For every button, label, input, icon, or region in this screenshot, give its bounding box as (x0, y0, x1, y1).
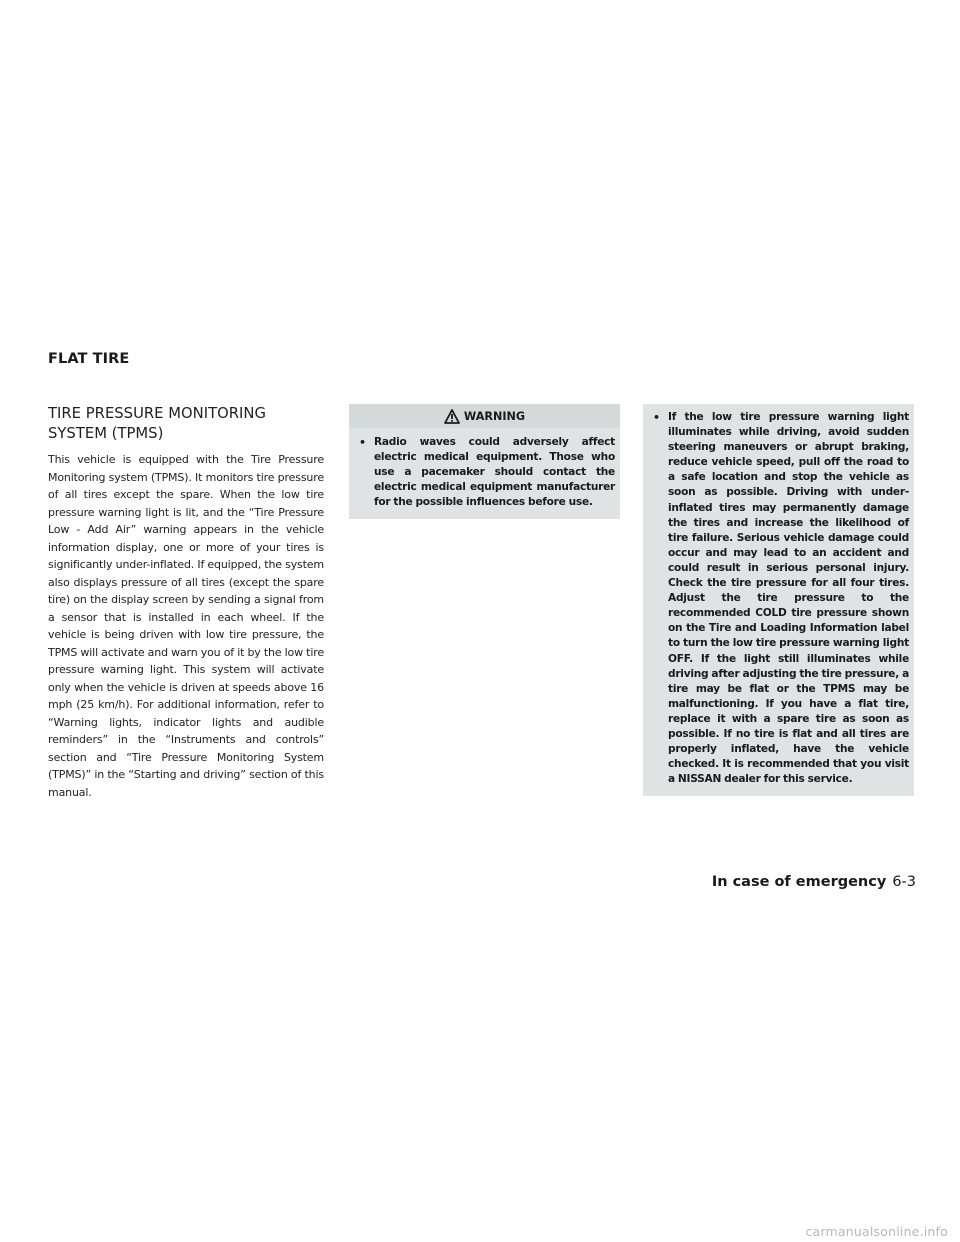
warning-triangle-icon (444, 409, 460, 424)
footer-section-name: In case of emergency (711, 874, 887, 890)
warning-item (648, 410, 909, 787)
bullet: • (359, 436, 367, 449)
page-footer (712, 874, 916, 890)
tpms-body-text: This vehicle is equipped with the Tire Pressure Monitoring system (TPMS). It monitors tire pressure of all tires except the spare. When the low tire pressure warning light is lit, and the “Tire Pressure Low - Add Air” warning appears in the vehicle information display, one or more of your tires is significantly under-inflated. If equipped, the system also displays pressure of all tires (except the spare tire) on the display screen by sending a signal from a sensor that is installed in each wheel. If the vehicle is being driven with low tire pressure, the TPMS will activate and warn you of it by the low tire pressure warning light. This system will activate only when the vehicle is driven at speeds above 16 mph (25 km/h). For additional information, refer to “Warning lights, indicator lights and audible reminders” in the “Instruments and controls” section and “Tire Pressure Monitoring System (TPMS)” in the “Starting and driving” section of this manual. (48, 453, 324, 799)
warning-title: WARNING (463, 409, 526, 423)
footer-page-number: 6-3 (892, 874, 916, 890)
tpms-heading (48, 404, 324, 444)
watermark: carmanualsonline.info (805, 1224, 948, 1239)
warning-item (354, 435, 615, 510)
warning-box (349, 404, 620, 519)
warning-header (349, 404, 620, 428)
warning-column (349, 404, 620, 519)
warning-box-continued (643, 404, 914, 796)
bullet: • (653, 411, 661, 424)
tpms-column (48, 404, 324, 801)
warning-item-text: If the low tire pressure warning light illuminates while driving, avoid sudden steering maneuvers or abrupt braking, reduce vehicle speed, pull off the road to a safe location and stop the vehicle as soon as possible. Driving with under-inflated tires may permanently damage the tires and increase the likelihood of tire failure. Serious vehicle damage could occur and may lead to an accident and could result in serious personal injury. Check the tire pressure for all four tires. Adjust the tire pressure to the recommended COLD tire pressure shown on the Tire and Loading Information label to turn the low tire pressure warning light OFF. If the light still illuminates while driving after adjusting the tire pressure, a tire may be flat or the TPMS may be malfunctioning. If you have a flat tire, replace it with a spare tire as soon as possible. If no tire is flat and all tires are properly inflated, have the vehicle checked. It is recommended that you visit a NISSAN dealer for this service. (668, 411, 909, 786)
section-title: FLAT TIRE (48, 351, 130, 367)
tpms-heading-line1: TIRE PRESSURE MONITORING (48, 405, 266, 422)
warning-body-continued (643, 404, 914, 796)
warning-item-text: Radio waves could adversely affect electric medical equipment. Those who use a pacemaker should contact the electric medical equipment manufacturer for the possible influences before use. (374, 436, 615, 509)
warning-body (349, 428, 620, 519)
warning-continued-column (643, 404, 914, 796)
tpms-heading-line2: SYSTEM (TPMS) (48, 425, 164, 442)
